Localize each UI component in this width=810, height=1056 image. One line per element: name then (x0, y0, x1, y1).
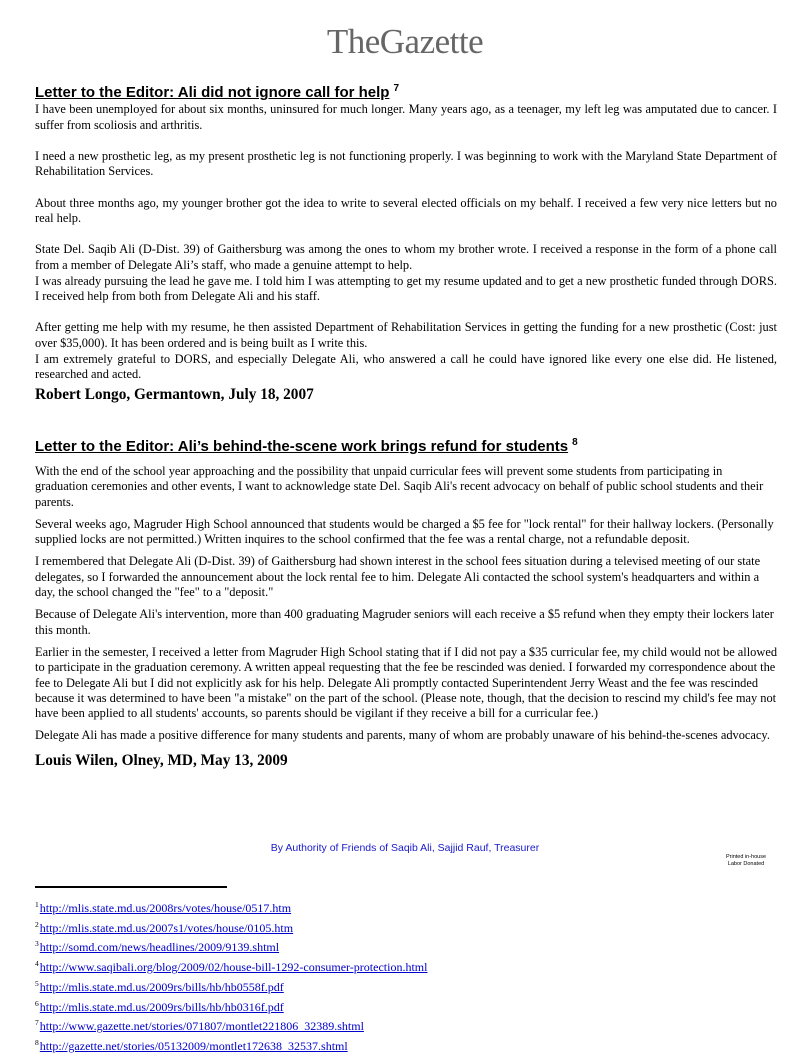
paragraph: After getting me help with my resume, he then assisted Department of Rehabilitation Services in getting the funding for a new prosthetic (Cost: just over $35,000). It has been ordered and is being built as I write this. (35, 320, 777, 350)
paragraph: Earlier in the semester, I received a letter from Magruder High School stating that if I did not pay a $35 curricular fee, my child would not be allowed to participate in the graduation ceremony. A written appeal requesting that the fee be rescinded was denied. I forwarded my correspondence about the fee to Delegate Ali but I did not explicitly ask for his help. Delegate Ali promptly contacted Superintendent Jerry Weast and the fee was rescinded because it was determined to have been "a mistake" on the part of the school. (Please note, though, that the decision to rescind my child's fee may not have been applied to all students' accounts, so parents should be vigilant if they receive a bill for a curricular fee.) (35, 644, 778, 721)
footnote-divider (35, 886, 227, 888)
footnote-number: 4 (35, 959, 39, 969)
footnote-link[interactable]: http://mlis.state.md.us/2008rs/votes/house/0517.htm (39, 901, 292, 915)
letter-article-2 (35, 434, 777, 771)
paragraph: I have been unemployed for about six months, uninsured for much longer. Many years ago, as a teenager, my left leg was amputated due to cancer. I suffer from scoliosis and arthritis. (35, 102, 777, 132)
printed-note (706, 854, 786, 867)
footnote-link[interactable]: http://www.gazette.net/stories/071807/montlet221806_32389.shtml (39, 1019, 364, 1034)
footnote-ref: 7 (393, 83, 400, 94)
printed-note-line: Printed in-house (725, 854, 767, 860)
paragraph: About three months ago, my younger brother got the idea to write to several elected officials on my behalf. I received a few very nice letters but no real help. (35, 195, 777, 226)
masthead-logo: TheGazette (326, 22, 484, 61)
footnotes-list (35, 897, 635, 1055)
article-headline (35, 80, 777, 102)
footnote-number: 1 (35, 900, 39, 909)
footnote-number: 3 (35, 939, 39, 949)
paragraph: With the end of the school year approaching and the possibility that unpaid curricular fees will prevent some students from participating in graduation ceremonies and other events, I want to acknowledge state Del. Saqib Ali's recent advocacy on behalf of public school students and their parents. (35, 464, 764, 509)
footnote-number: 5 (35, 978, 39, 988)
footnote (35, 917, 635, 937)
footnote-number: 6 (35, 998, 39, 1008)
footnote (35, 996, 635, 1016)
footnote-number: 7 (35, 1018, 39, 1028)
footnote (35, 976, 635, 996)
article-body (35, 464, 777, 744)
footnote-link[interactable]: http://mlis.state.md.us/2007s1/votes/house/0105.htm (39, 920, 294, 935)
paragraph: State Del. Saqib Ali (D-Dist. 39) of Gaithersburg was among the ones to whom my brother wrote. I received a response in the form of a phone call from a member of Delegate Ali’s staff, who made a genuine attempt to help. (35, 242, 777, 272)
paragraph: Because of Delegate Ali's intervention, more than 400 graduating Magruder seniors will each receive a $5 refund when they empty their lockers later this month. (35, 607, 774, 637)
headline-text: Letter to the Editor: Ali did not ignore call for help (35, 84, 390, 101)
paragraph: Delegate Ali has made a positive difference for many students and parents, many of whom are probably unaware of his behind-the-scenes advocacy. (35, 728, 770, 743)
authority-line: By Authority of Friends of Saqib Ali, Sajjid Rauf, Treasurer (270, 842, 540, 854)
signature: Louis Wilen, Olney, MD, May 13, 2009 (35, 751, 288, 769)
paragraph: I need a new prosthetic leg, as my present prosthetic leg is not functioning properly. I was beginning to work with the Maryland State Department of Rehabilitation Services. (35, 148, 777, 179)
printed-note-line: Labor Donated (727, 860, 765, 867)
headline-text: Letter to the Editor: Ali’s behind-the-scene work brings refund for students (35, 438, 569, 455)
footnote-ref: 8 (572, 437, 578, 448)
article-body (35, 102, 777, 383)
footnote-number: 2 (35, 919, 39, 929)
footnote-number: 8 (35, 1037, 39, 1047)
signature: Robert Longo, Germantown, July 18, 2007 (35, 385, 314, 403)
footnote (35, 956, 635, 976)
paragraph: I was already pursuing the lead he gave me. I told him I was attempting to get my resume updated and to get a new prosthetic funded through DORS. I received help from both from Delegate Ali and his staff. (35, 273, 777, 304)
article-headline (35, 434, 777, 456)
footnote (35, 1035, 635, 1055)
footnote-link[interactable]: http://gazette.net/stories/05132009/montlet172638_32537.shtml (39, 1038, 348, 1053)
letter-article-1 (35, 80, 777, 405)
paragraph: I am extremely grateful to DORS, and especially Delegate Ali, who answered a call he could have ignored like every one else did. He listened, researched and acted. (35, 351, 777, 382)
footnote-link[interactable]: http://mlis.state.md.us/2009rs/bills/hb/hb0558f.pdf (39, 979, 284, 994)
footnote-link[interactable]: http://somd.com/news/headlines/2009/9139.shtml (39, 940, 280, 955)
footnote (35, 1015, 635, 1035)
paragraph: Several weeks ago, Magruder High School announced that students would be charged a $5 fee for "lock rental" for their hallway lockers. (Personally supplied locks are not permitted.) Written inquires to the school confirmed that the fee was a rental charge, not a refundable deposit. (35, 516, 774, 547)
footnote (35, 897, 635, 917)
footnote-link[interactable]: http://mlis.state.md.us/2009rs/bills/hb/hb0316f.pdf (39, 999, 284, 1014)
footnote (35, 936, 635, 956)
footnote-link[interactable]: http://www.saqibali.org/blog/2009/02/house-bill-1292-consumer-protection.html (39, 960, 428, 975)
paragraph: I remembered that Delegate Ali (D-Dist. 39) of Gaithersburg had shown interest in the school fees situation during a televised meeting of our state delegates, so I forwarded the announcement about the lock rental fee to him. Delegate Ali contacted the school system's headquarters and within a day, the school changed the "fee" to a "deposit." (35, 554, 761, 600)
